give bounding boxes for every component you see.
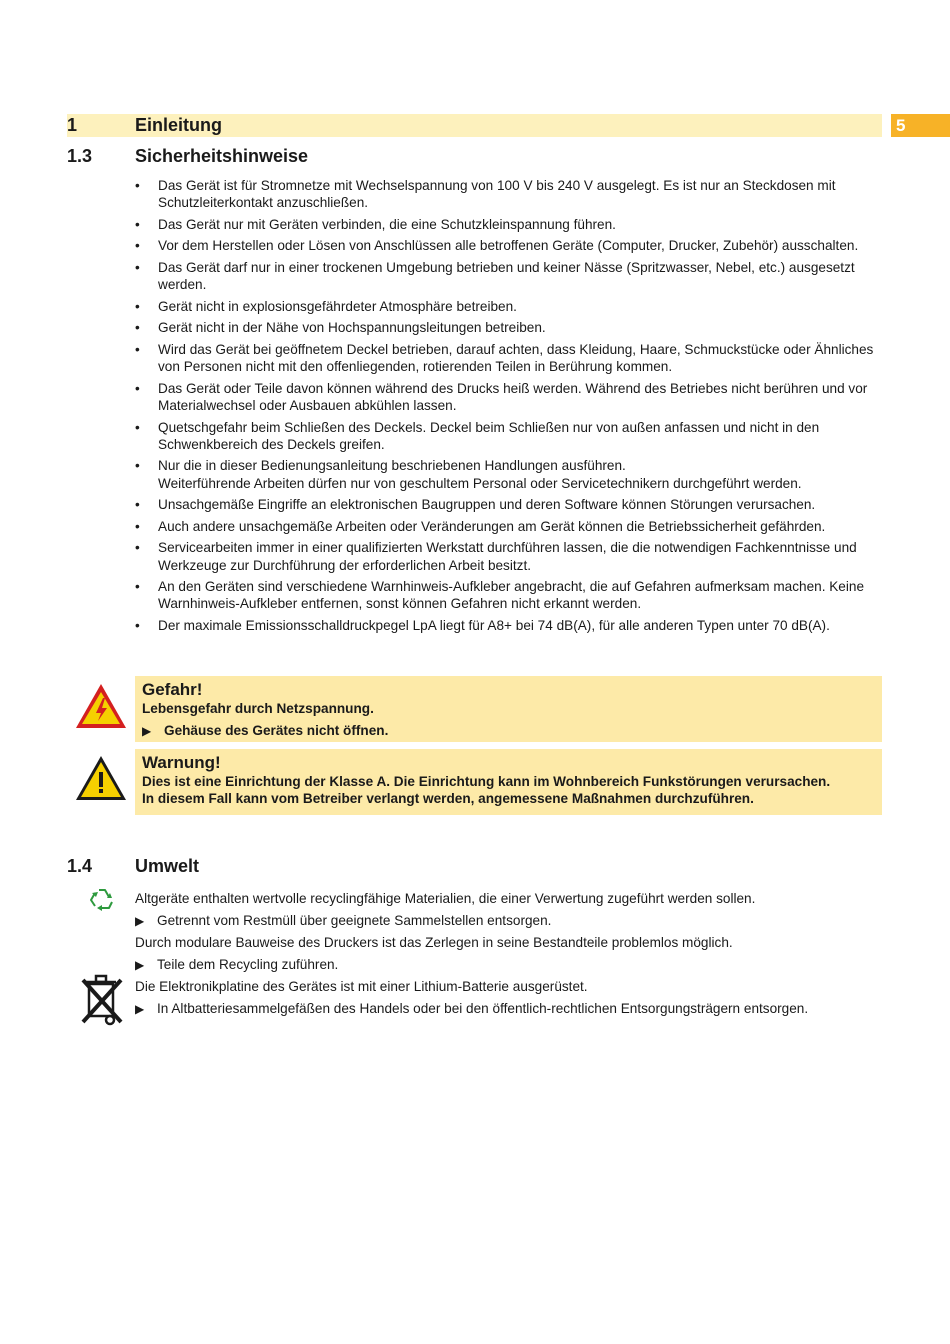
bullet-dot: • bbox=[135, 497, 140, 513]
env-paragraph: Altgeräte enthalten wertvolle recyclingfähige Materialien, die einer Verwertung zugeführt werden sollen. bbox=[135, 891, 756, 906]
list-item-text: Das Gerät oder Teile davon können während des Drucks heiß werden. Während des Betriebes nicht berühren und vor Materialwechsel oder Ausbauen abkühlen lassen. bbox=[158, 380, 868, 413]
danger-text: Lebensgefahr durch Netzspannung. bbox=[142, 701, 374, 716]
crossed-bin-icon bbox=[80, 972, 124, 1028]
bullet-dot: • bbox=[135, 419, 140, 435]
list-item-text: Quetschgefahr beim Schließen des Deckels. Deckel beim Schließen nur von außen anfassen und nicht in den Schwenkbereich des Deckels greifen. bbox=[158, 419, 820, 452]
exclamation-dot bbox=[99, 789, 103, 793]
danger-title: Gefahr! bbox=[142, 680, 203, 699]
arrow-right-icon: ▶ bbox=[142, 724, 152, 739]
list-item-text: Vor dem Herstellen oder Lösen von Anschlüssen alle betroffenen Geräte (Computer, Drucker, Zubehör) ausschalten. bbox=[158, 238, 859, 254]
list-item bbox=[135, 518, 880, 535]
bullet-dot: • bbox=[135, 518, 140, 534]
list-item-text: Gerät nicht in der Nähe von Hochspannungsleitungen betreiben. bbox=[158, 320, 546, 336]
section-number: 1.3 bbox=[67, 146, 93, 166]
env-action-text: Getrennt vom Restmüll über geeignete Sammelstellen entsorgen. bbox=[157, 913, 552, 928]
list-item bbox=[135, 237, 880, 254]
electric-hazard-icon bbox=[74, 682, 128, 730]
bullet-dot: • bbox=[135, 238, 140, 254]
bullet-dot: • bbox=[135, 320, 140, 336]
env-action bbox=[135, 912, 551, 930]
bullet-dot: • bbox=[135, 540, 140, 556]
recycle-icon bbox=[86, 884, 118, 916]
list-item-text: Das Gerät darf nur in einer trockenen Umgebung betrieben und keiner Nässe (Spritzwasser, Nebel, etc.) ausgesetzt werden. bbox=[158, 259, 855, 293]
list-item bbox=[135, 419, 880, 453]
list-item-text: Wird das Gerät bei geöffnetem Deckel betrieben, darauf achten, dass Kleidung, Haare, Schmuckstücke oder Ähnliches von Personen nicht mit den offenliegenden, rotierenden Teilen in Berührung kommen. bbox=[158, 341, 874, 375]
bullet-dot: • bbox=[135, 259, 140, 275]
bullet-dot: • bbox=[135, 380, 140, 396]
chapter-header-bar bbox=[67, 114, 882, 137]
list-item bbox=[135, 341, 880, 375]
env-action-text: Teile dem Recycling zuführen. bbox=[157, 957, 339, 972]
env-paragraph: Die Elektronikplatine des Gerätes ist mit einer Lithium-Batterie ausgerüstet. bbox=[135, 979, 588, 994]
list-item bbox=[135, 380, 880, 414]
list-item-text: Das Gerät ist für Stromnetze mit Wechselspannung von 100 V bis 240 V ausgelegt. Es ist nur an Steckdosen mit Schutzleiterkontakt anzuschließen. bbox=[158, 178, 836, 211]
list-item-text: Gerät nicht in explosionsgefährdeter Atmosphäre betreiben. bbox=[158, 298, 517, 314]
list-item-text: Servicearbeiten immer in einer qualifizierten Werkstatt durchführen lassen, die die notwendigen Fachkenntnisse und Werkzeuge zur Durchführung der erforderlichen Arbeit besitzt. bbox=[158, 540, 857, 573]
list-item bbox=[135, 578, 880, 612]
warning-notice bbox=[135, 749, 882, 815]
bullet-dot: • bbox=[135, 298, 140, 314]
warning-text-2: In diesem Fall kann vom Betreiber verlangt werden, angemessene Maßnahmen durchzuführen. bbox=[142, 791, 754, 807]
bullet-dot: • bbox=[135, 216, 140, 232]
list-item-text: An den Geräten sind verschiedene Warnhinweis-Aufkleber angebracht, die auf Gefahren aufmerksam machen. Keine Warnhinweis-Aufkleber entfernen, sonst können Gefahren nicht erkannt werden. bbox=[158, 579, 865, 612]
bullet-dot: • bbox=[135, 458, 140, 474]
section-number: 1.4 bbox=[67, 856, 93, 876]
danger-action-text: Gehäuse des Gerätes nicht öffnen. bbox=[164, 723, 389, 739]
warning-triangle-icon bbox=[74, 754, 128, 802]
arrow-right-icon: ▶ bbox=[135, 914, 145, 928]
arrow-right-icon: ▶ bbox=[135, 1002, 145, 1016]
env-action bbox=[135, 1000, 808, 1018]
list-item bbox=[135, 259, 880, 293]
danger-notice bbox=[135, 676, 882, 742]
warning-title: Warnung! bbox=[142, 753, 221, 772]
list-item-text: Unsachgemäße Eingriffe an elektronischen Baugruppen und deren Software können Störungen verursachen. bbox=[158, 497, 816, 513]
list-item bbox=[135, 496, 880, 513]
list-item-text: Der maximale Emissionsschalldruckpegel LpA liegt für A8+ bei 74 dB(A), für alle anderen Typen unter 70 dB(A). bbox=[158, 617, 830, 633]
env-paragraph: Durch modulare Bauweise des Druckers ist das Zerlegen in seine Bestandteile problemlos möglich. bbox=[135, 935, 733, 950]
bullet-dot: • bbox=[135, 341, 140, 357]
bullet-dot: • bbox=[135, 617, 140, 633]
section-title: Umwelt bbox=[135, 856, 200, 876]
bin-wheel bbox=[106, 1016, 114, 1024]
list-item bbox=[135, 177, 880, 211]
warning-text-1: Dies ist eine Einrichtung der Klasse A. Die Einrichtung kann im Wohnbereich Funkstörungen verursachen. bbox=[142, 774, 831, 789]
env-action-text: In Altbatteriesammelgefäßen des Handels oder bei den öffentlich-rechtlichen Entsorgungsträgern entsorgen. bbox=[157, 1001, 809, 1016]
list-item-text: Nur die in dieser Bedienungsanleitung beschriebenen Handlungen ausführen. Weiterführende Arbeiten dürfen nur von geschultem Personal oder Servicetechnikern durchgeführt werden. bbox=[158, 458, 802, 491]
bullet-dot: • bbox=[135, 178, 140, 193]
list-item bbox=[135, 457, 880, 491]
list-item bbox=[135, 298, 880, 315]
list-item bbox=[135, 617, 880, 634]
list-item bbox=[135, 319, 880, 336]
bullet-dot: • bbox=[135, 579, 140, 595]
danger-action bbox=[142, 722, 875, 740]
chapter-title: Einleitung bbox=[135, 115, 222, 135]
list-item bbox=[135, 539, 880, 573]
list-item-text: Das Gerät nur mit Geräten verbinden, die eine Schutzkleinspannung führen. bbox=[158, 216, 616, 232]
page-number-tab: 5 bbox=[891, 114, 950, 137]
list-item-text: Auch andere unsachgemäße Arbeiten oder Veränderungen am Gerät können die Betriebssicherheit gefährden. bbox=[158, 518, 826, 534]
list-item bbox=[135, 216, 880, 233]
env-action bbox=[135, 956, 338, 974]
section-title: Sicherheitshinweise bbox=[135, 146, 309, 166]
safety-list bbox=[135, 177, 880, 639]
chapter-number: 1 bbox=[67, 115, 78, 135]
exclamation-bar bbox=[99, 772, 103, 787]
arrow-right-icon: ▶ bbox=[135, 958, 145, 972]
